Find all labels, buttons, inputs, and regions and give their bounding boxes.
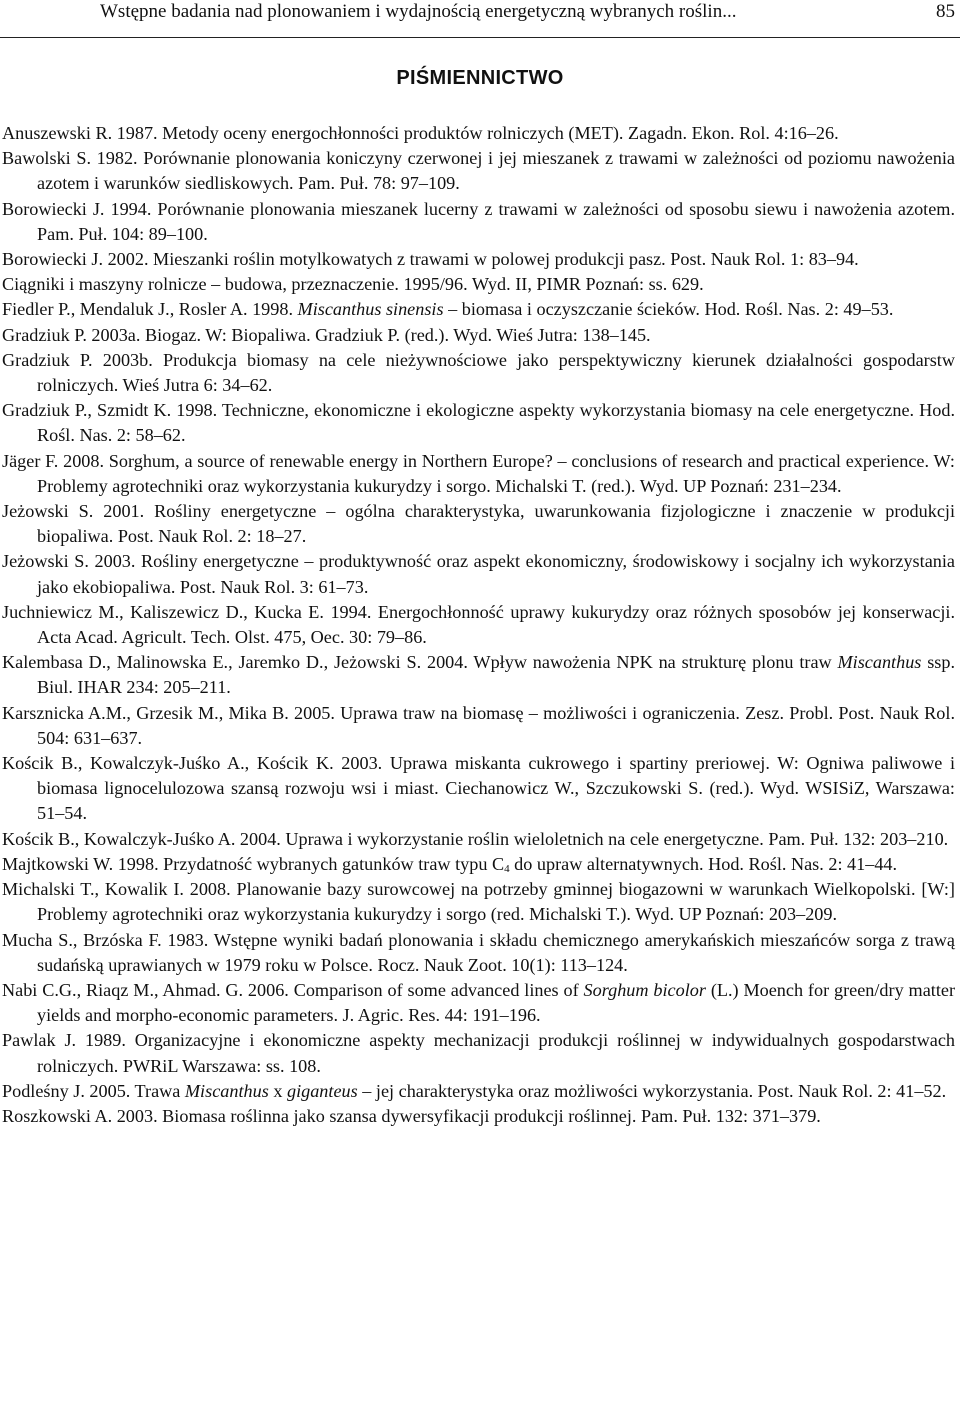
reference-text: – jej charakterystyka oraz możliwości wykorzystania. Post. Nauk Rol. 2: 41–52. [357, 1080, 947, 1101]
reference-text: Kościk B., Kowalczyk-Juśko A. 2004. Uprawa i wykorzystanie roślin wieloletnich na cele energetyczne. Pam. Puł. 132: 203–210. [2, 828, 949, 849]
reference-text: Nabi C.G., Riaqz M., Ahmad. G. 2006. Comparison of some advanced lines of [2, 979, 584, 1000]
reference-text: Ciągniki i maszyny rolnicze – budowa, przeznaczenie. 1995/96. Wyd. II, PIMR Poznań: ss. 629. [2, 274, 704, 295]
reference-item [2, 323, 955, 348]
reference-item [2, 272, 955, 297]
reference-item [2, 827, 955, 852]
reference-item [2, 1104, 955, 1129]
reference-text: Bawolski S. 1982. Porównanie plonowania koniczyny czerwonej i jej mieszanek z trawami w zależności od poziomu nawożenia azotem i warunków siedliskowych. Pam. Puł. 78: 97–109. [2, 148, 955, 194]
reference-text: Gradziuk P. 2003a. Biogaz. W: Biopaliwa. Gradziuk P. (red.). Wyd. Wieś Jutra: 138–145. [2, 324, 651, 345]
running-title: Wstępne badania nad plonowaniem i wydajnością energetyczną wybranych roślin... [100, 1, 737, 22]
reference-item [2, 701, 955, 751]
reference-subscript: 4 [504, 862, 510, 875]
reference-item [2, 1079, 955, 1104]
reference-text: Mucha S., Brzóska F. 1983. Wstępne wyniki badań plonowania i składu chemicznego amerykańskich mieszańców sorga z trawą sudańską uprawianych w 1979 roku w Polsce. Rocz. Nauk Zoot. 10(1): 113–124. [2, 929, 955, 975]
reference-item [2, 197, 955, 247]
reference-item [2, 398, 955, 448]
reference-item [2, 499, 955, 549]
reference-item [2, 877, 955, 927]
reference-text: do upraw alternatywnych. Hod. Rośl. Nas. 2: 41–44. [509, 853, 898, 874]
reference-text: Gradziuk P. 2003b. Produkcja biomasy na cele nieżywnościowe jako perspektywiczny kierunek działalności gospodarstw rolniczych. Wieś Jutra 6: 34–62. [2, 349, 955, 396]
reference-text: Gradziuk P., Szmidt K. 1998. Techniczne, ekonomiczne i ekologiczne aspekty wykorzystania biomasy na cele energetyczne. Hod. Rośl. Nas. 2: 58–62. [2, 400, 955, 446]
reference-italic-text: giganteus [286, 1080, 358, 1101]
reference-italic-text: Miscanthus [837, 652, 922, 673]
page-number: 85 [936, 1, 955, 22]
reference-text: Majtkowski W. 1998. Przydatność wybranych gatunków traw typu C [2, 853, 505, 874]
reference-text: Pawlak J. 1989. Organizacyjne i ekonomiczne aspekty mechanizacji produkcji roślinnej w indywidualnych gospodarstwach rolniczych. PWRiL Warszawa: ss. 108. [2, 1030, 955, 1076]
reference-text: x [268, 1080, 287, 1101]
reference-text: Kalembasa D., Malinowska E., Jaremko D., Jeżowski S. 2004. Wpływ nawożenia NPK na strukturę plonu traw [2, 652, 838, 673]
reference-item [2, 247, 955, 272]
reference-text: ssp. Biul. IHAR 234: 205–211. [37, 652, 956, 698]
reference-text: Michalski T., Kowalik I. 2008. Planowanie bazy surowcowej na potrzeby gminnej biogazowni w warunkach Wielkopolski. [W:] Problemy agrotechniki oraz wykorzystania kukurydzy i sorgo (red. Michalski T.). Wyd. UP Poznań: 203–209. [2, 879, 955, 925]
reference-item [2, 449, 955, 499]
reference-text: Fiedler P., Mendaluk J., Rosler A. 1998. [2, 299, 298, 320]
reference-text: Kościk B., Kowalczyk-Juśko A., Kościk K. 2003. Uprawa miskanta cukrowego i spartiny preriowej. W: Ogniwa paliwowe i biomasa lignocelulozowa szansą rozwoju wsi i miast. Ciechanowicz W., Szczukowski S. (red.). Wyd. WSISiZ, Warszawa: 51–54. [2, 753, 955, 824]
section-title: PIŚMIENNICTWO [396, 67, 564, 89]
reference-text: Anuszewski R. 1987. Metody oceny energochłonności produktów rolniczych (MET). Zagadn. Ekon. Rol. 4:16–26. [2, 123, 839, 143]
reference-item [2, 146, 955, 196]
reference-text: Jeżowski S. 2001. Rośliny energetyczne – ogólna charakterystyka, uwarunkowania fizjologiczne i znaczenie w produkcji biopaliwa. Post. Nauk Rol. 2: 18–27. [2, 501, 955, 547]
reference-text: (L.) Moench for green/dry matter yields and morpho-economic parameters. J. Agric. Res. 44: 191–196. [37, 979, 956, 1026]
reference-text: Roszkowski A. 2003. Biomasa roślinna jako szansa dywersyfikacji produkcji roślinnej. Pam. Puł. 132: 371–379. [2, 1105, 821, 1126]
reference-text: Borowiecki J. 2002. Mieszanki roślin motylkowatych z trawami w polowej produkcji pasz. Post. Nauk Rol. 1: 83–94. [2, 249, 859, 270]
reference-item [2, 600, 955, 650]
reference-text: Borowiecki J. 1994. Porównanie plonowania mieszanek lucerny z trawami w zależności od sposobu siewu i nawożenia azotem. Pam. Puł. 104: 89–100. [2, 198, 955, 244]
reference-item [2, 978, 955, 1028]
reference-italic-text: Sorghum bicolor [583, 979, 706, 1000]
reference-text: Karsznicka A.M., Grzesik M., Mika B. 2005. Uprawa traw na biomasę – możliwości i ograniczenia. Zesz. Probl. Post. Nauk Rol. 504: 631–637. [2, 702, 955, 748]
reference-item [2, 928, 955, 978]
reference-item [2, 297, 955, 322]
reference-text: Jäger F. 2008. Sorghum, a source of renewable energy in Northern Europe? – conclusions of research and practical experience. W: Problemy agrotechniki oraz wykorzystania kukurydzy i sorgo. Michalski T. (red.). Wyd. UP Poznań: 231–234. [2, 450, 955, 496]
reference-item [2, 1028, 955, 1078]
reference-italic-text: Miscanthus sinensis [297, 299, 444, 320]
reference-item [2, 852, 955, 877]
reference-list [2, 121, 955, 1129]
reference-text: Juchniewicz M., Kaliszewicz D., Kucka E. 1994. Energochłonność uprawy kukurydzy oraz różnych sposobów jej konserwacji. Acta Acad. Agricult. Tech. Olst. 475, Oec. 30: 79–86. [2, 601, 955, 648]
running-header [0, 0, 960, 38]
reference-text: Podleśny J. 2005. Trawa [2, 1080, 185, 1101]
reference-item [2, 121, 955, 146]
reference-item [2, 650, 955, 700]
reference-item [2, 751, 955, 827]
reference-text: Jeżowski S. 2003. Rośliny energetyczne – produktywność oraz aspekt ekonomiczny, środowiskowy i socjalny ich wykorzystania jako ekobiopaliwa. Post. Nauk Rol. 3: 61–73. [2, 551, 955, 597]
reference-item [2, 549, 955, 599]
reference-item [2, 348, 955, 398]
reference-text: – biomasa i oczyszczanie ścieków. Hod. Rośl. Nas. 2: 49–53. [443, 299, 894, 320]
reference-italic-text: Miscanthus [184, 1080, 269, 1101]
